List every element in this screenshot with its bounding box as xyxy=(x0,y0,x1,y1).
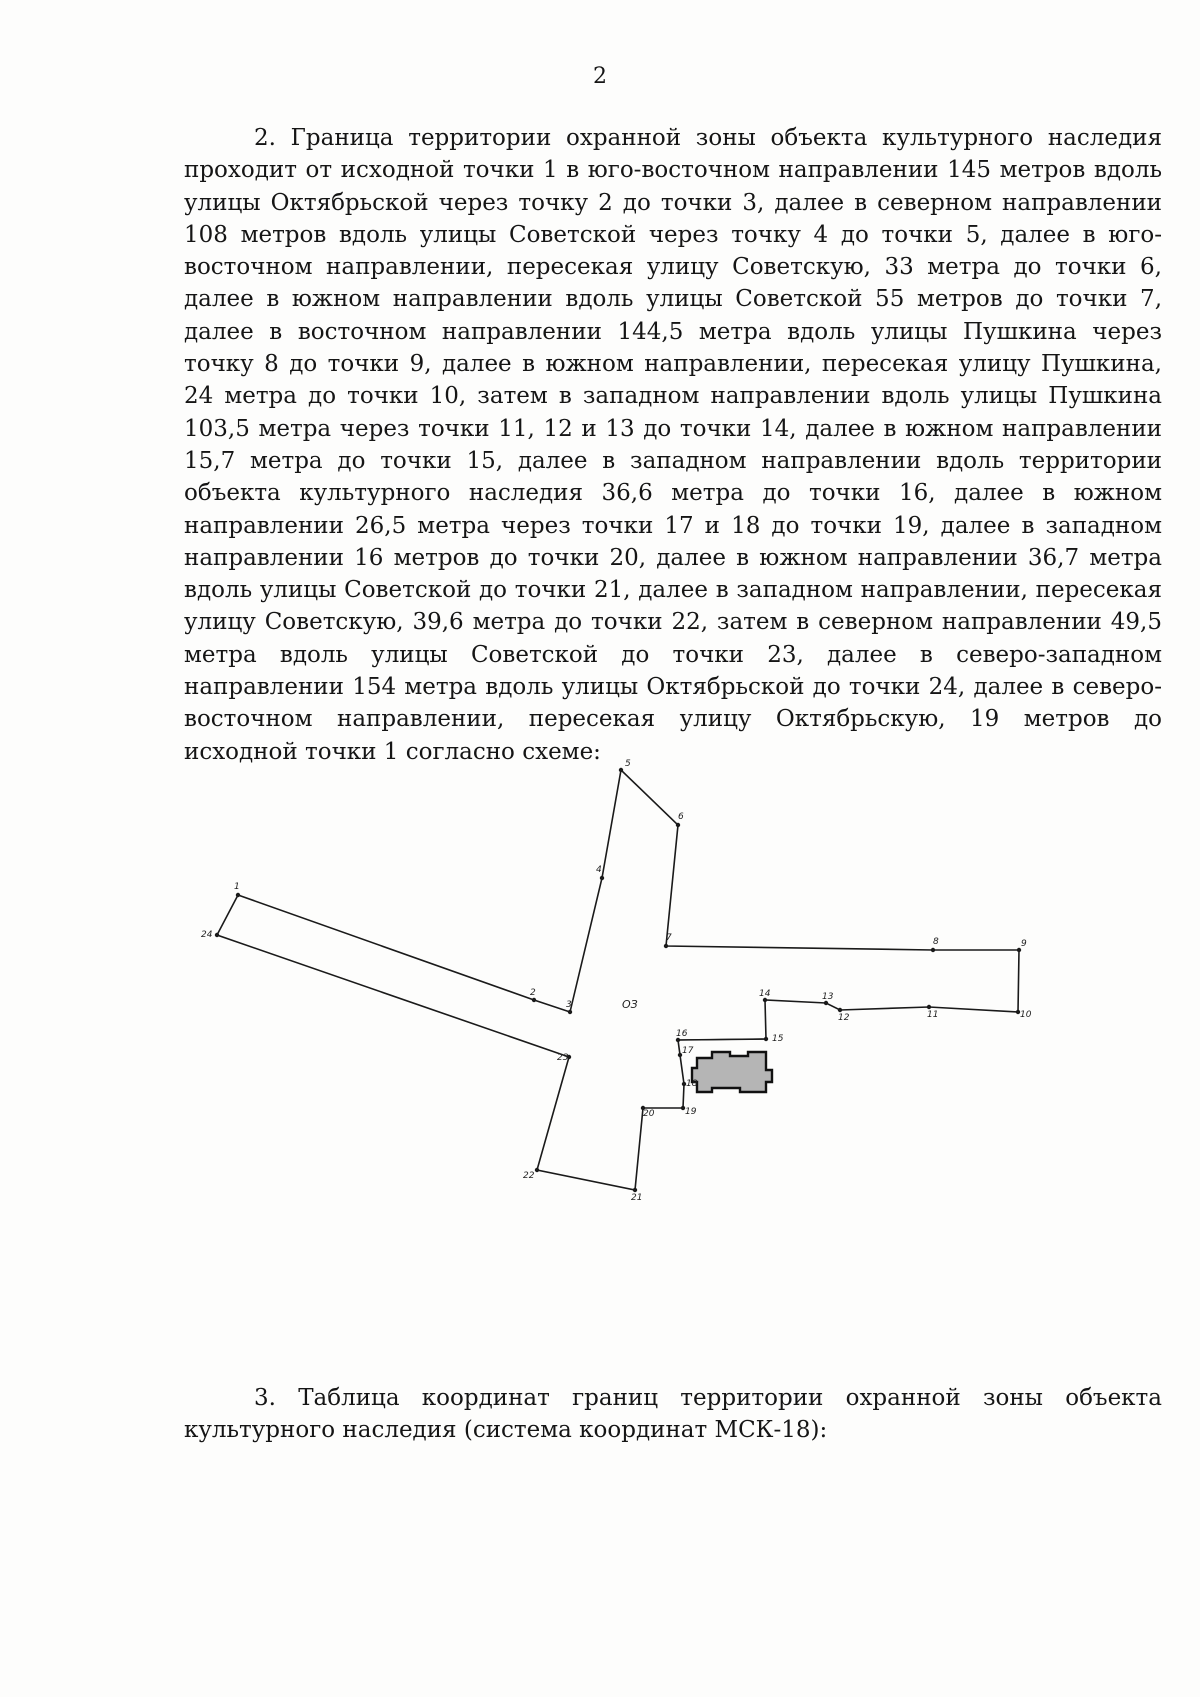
boundary-point-2 xyxy=(532,998,536,1002)
boundary-point-21 xyxy=(633,1188,637,1192)
boundary-point-label-24: 24 xyxy=(201,930,213,940)
boundary-point-label-2: 2 xyxy=(530,988,536,998)
boundary-point-label-11: 11 xyxy=(927,1010,939,1020)
boundary-point-15 xyxy=(764,1037,768,1041)
boundary-point-24 xyxy=(215,933,219,937)
boundary-point-label-12: 12 xyxy=(838,1013,850,1023)
heritage-building-shape xyxy=(692,1052,772,1092)
boundary-point-label-21: 21 xyxy=(631,1193,643,1203)
boundary-point-11 xyxy=(927,1005,931,1009)
boundary-scheme-svg xyxy=(200,759,1130,1320)
page-number: 2 xyxy=(593,64,607,89)
boundary-point-label-9: 9 xyxy=(1021,939,1027,949)
boundary-point-label-6: 6 xyxy=(678,812,684,822)
boundary-point-label-1: 1 xyxy=(234,882,240,892)
boundary-point-label-3: 3 xyxy=(566,1000,572,1010)
boundary-point-5 xyxy=(619,768,623,772)
boundary-point-6 xyxy=(676,823,680,827)
boundary-scheme xyxy=(200,759,1130,1320)
boundary-point-label-14: 14 xyxy=(759,989,771,999)
boundary-polyline xyxy=(217,770,1019,1190)
boundary-point-4 xyxy=(600,876,604,880)
boundary-point-22 xyxy=(535,1168,539,1172)
boundary-point-label-16: 16 xyxy=(676,1029,688,1039)
boundary-point-7 xyxy=(664,944,668,948)
boundary-point-label-18: 18 xyxy=(686,1079,698,1089)
boundary-point-8 xyxy=(931,948,935,952)
boundary-points xyxy=(201,759,1032,1203)
zone-label: ОЗ xyxy=(622,998,638,1011)
boundary-point-1 xyxy=(236,893,240,897)
boundary-point-label-20: 20 xyxy=(643,1109,655,1119)
paragraph-coordinates-table-intro: 3. Таблица координат границ территории охранной зоны объекта культурного наследия (система координат МСК-18): xyxy=(184,1385,1162,1444)
boundary-point-label-23: 23 xyxy=(557,1053,569,1063)
boundary-point-label-10: 10 xyxy=(1020,1010,1032,1020)
boundary-point-12 xyxy=(838,1008,842,1012)
boundary-point-label-22: 22 xyxy=(523,1171,535,1181)
boundary-point-label-7: 7 xyxy=(666,933,672,943)
boundary-point-label-19: 19 xyxy=(685,1107,697,1117)
boundary-point-label-8: 8 xyxy=(933,937,939,947)
boundary-point-label-5: 5 xyxy=(625,759,631,769)
boundary-point-3 xyxy=(568,1010,572,1014)
boundary-point-label-17: 17 xyxy=(682,1046,694,1056)
boundary-point-label-4: 4 xyxy=(596,865,602,875)
paragraph-boundary-description: 2. Граница территории охранной зоны объекта культурного наследия проходит от исходной точки 1 в юго-восточном направлении 145 метров вдоль улицы Октябрьской через точку 2 до точки 3, далее в северном направлении 108 метров вдоль улицы Советской через точку 4 до точки 5, далее в юго-восточном направлении, пересекая улицу Советскую, 33 метра до точки 6, далее в южном направлении вдоль улицы Советской 55 метров до точки 7, далее в восточном направлении 144,5 метра вдоль улицы Пушкина через точку 8 до точки 9, далее в южном направлении, пересекая улицу Пушкина, 24 метра до точки 10, затем в западном направлении вдоль улицы Пушкина 103,5 метра через точки 11, 12 и 13 до точки 14, далее в южном направлении 15,7 метра до точки 15, далее в западном направлении вдоль территории объекта культурного наследия 36,6 метра до точки 16, далее в южном направлении 26,5 метра через точки 17 и 18 до точки 19, далее в западном направлении 16 метров до точки 20, далее в южном направлении 36,7 метра вдоль улицы Советской до точки 21, далее в западном направлении, пересекая улицу Советскую, 39,6 метра до точки 22, затем в северном направлении 49,5 метра вдоль улицы Советской до точки 23, далее в северо-западном направлении 154 метра вдоль улицы Октябрьской до точки 24, далее в северо-восточном направлении, пересекая улицу Октябрьскую, 19 метров до исходной точки 1 согласно схеме: xyxy=(184,125,1162,765)
boundary-point-label-13: 13 xyxy=(822,992,834,1002)
boundary-point-label-15: 15 xyxy=(772,1034,784,1044)
